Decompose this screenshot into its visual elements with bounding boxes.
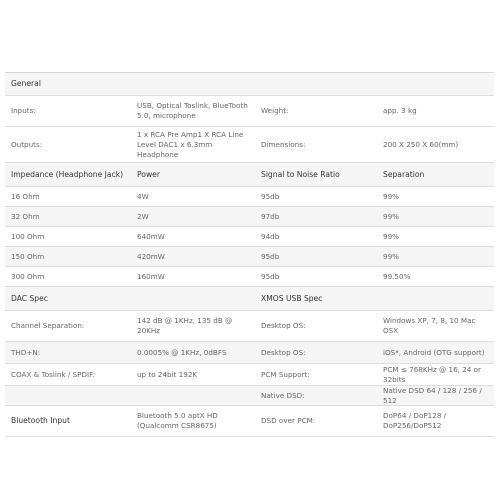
power-cell: 2W: [137, 211, 149, 221]
spacer: [133, 287, 257, 310]
coax-label: COAX & Toslink / SPDIF:: [11, 369, 96, 379]
table-row: [5, 187, 494, 207]
empty-cell: [5, 386, 133, 405]
weight-value: app. 3 kg: [383, 106, 417, 115]
mobile-os-label: Desktop OS:: [261, 347, 306, 357]
separation-cell: 99%: [383, 231, 399, 241]
snr-cell: 95db: [261, 191, 280, 201]
channel-separation-value: 142 dB @ 1KHz, 135 dB @ 20KHz: [137, 316, 233, 335]
table-row: [5, 311, 494, 342]
snr-cell: 95db: [261, 271, 280, 281]
table-row: [5, 247, 494, 267]
table-row: [5, 364, 494, 386]
impedance-header-row: [5, 163, 494, 187]
mobile-os-value: iOS*, Android (OTG support): [383, 347, 485, 357]
spec-header-row: [5, 287, 494, 311]
outputs-label: Outputs:: [11, 139, 43, 149]
separation-cell: 99.50%: [383, 271, 411, 281]
empty-cell: [133, 386, 257, 405]
table-row: [5, 342, 494, 364]
separation-cell: 99%: [383, 211, 399, 221]
coax-value: up to 24bit 192K: [137, 369, 198, 379]
table-row: [5, 96, 494, 127]
snr-cell: 97db: [261, 211, 280, 221]
pcm-label: PCM Support:: [261, 369, 310, 379]
impedance-cell: 150 Ohm: [11, 251, 45, 261]
table-row: [5, 267, 494, 287]
power-cell: 420mW: [137, 251, 165, 261]
desktop-os-value: Windows XP, 7, 8, 10 Mac OSX: [383, 316, 476, 335]
table-row: [5, 207, 494, 227]
impedance-cell: 16 Ohm: [11, 191, 40, 201]
desktop-os-label: Desktop OS:: [261, 321, 306, 330]
weight-label: Weight:: [261, 106, 289, 115]
snr-cell: 94db: [261, 231, 280, 241]
snr-header: Signal to Noise Ratio: [261, 169, 340, 179]
impedance-cell: 300 Ohm: [11, 271, 45, 281]
spacer: [379, 287, 494, 310]
impedance-cell: 100 Ohm: [11, 231, 45, 241]
thd-value: 0.0005% @ 1KHz, 0dBFS: [137, 347, 227, 357]
spec-sheet: [5, 72, 494, 437]
impedance-cell: 32 Ohm: [11, 211, 40, 221]
snr-cell: 95db: [261, 251, 280, 261]
bluetooth-input-label: Bluetooth Input: [11, 416, 70, 425]
dimensions-label: Dimensions:: [261, 139, 306, 149]
native-dsd-label: Native DSD:: [261, 390, 305, 400]
usb-spec-title: XMOS USB Spec: [261, 293, 323, 303]
dsd-over-pcm-value: DoP64 / DoP128 / DoP256/DoP512: [383, 411, 447, 430]
pcm-value: PCM ≤ 768KHz @ 16, 24 or 32bits: [383, 364, 482, 384]
bluetooth-input-value: Bluetooth 5.0 aptX HD (Qualcomm CSR8675): [137, 411, 218, 430]
dac-spec-title: DAC Spec: [11, 293, 48, 303]
power-cell: 4W: [137, 191, 149, 201]
general-section-header: [5, 73, 494, 96]
table-row: [5, 406, 494, 437]
native-dsd-value: Native DSD 64 / 128 / 256 / 512: [383, 386, 482, 405]
inputs-label: Inputs:: [11, 106, 36, 115]
general-title: General: [11, 79, 41, 88]
power-header: Power: [137, 169, 160, 179]
dsd-over-pcm-label: DSD over PCM:: [261, 416, 316, 425]
dimensions-value: 200 X 250 X 60(mm): [383, 139, 459, 149]
inputs-value: USB, Optical Toslink, BlueTooth 5.0, microphone: [137, 101, 248, 120]
channel-separation-label: Channel Separation:: [11, 321, 85, 330]
table-row: [5, 227, 494, 247]
separation-cell: 99%: [383, 251, 399, 261]
outputs-value: 1 x RCA Pre Amp1 X RCA Line Level DAC1 x 6.3mm Headphone: [137, 129, 244, 159]
table-row: [5, 386, 494, 406]
table-row: [5, 127, 494, 163]
separation-header: Separation: [383, 169, 425, 179]
power-cell: 640mW: [137, 231, 165, 241]
power-cell: 160mW: [137, 271, 165, 281]
thd-label: THD+N:: [11, 347, 41, 357]
impedance-header: Impedance (Headphone Jack): [11, 169, 124, 179]
separation-cell: 99%: [383, 191, 399, 201]
